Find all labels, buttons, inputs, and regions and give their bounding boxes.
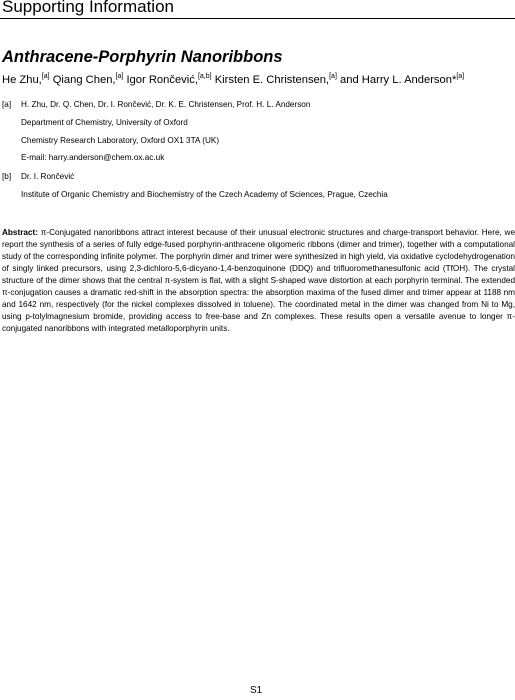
- author-name: Kirsten E. Christensen,: [214, 74, 330, 86]
- abstract-text: π-Conjugated nanoribbons attract interest because of their unusual electronic structures and charge-transport behavior. Here, we report the synthesis of a series of fully edge-fused porphyrin-anthracene oligomeric ribbons (dimer and trimer), together with a computational study of the corresponding infinite polymer. The porphyrin dimer and trimer were synthesized in high yield, via oxidative cyclodehydrogenation of singly linked precursors, using 2,3-dichloro-5,6-dicyano-1,4-benzoquinone (DDQ) and trifluoromethanesulfonic acid (TfOH). The crystal structure of the dimer shows that the central π-system is flat, with a slight S-shaped wave distortion at each porphyrin terminal. The extended π-conjugation causes a dramatic red-shift in the absorption spectra: the absorption maxima of the fused dimer and trimer appear at 1188 nm and 1642 nm, respectively (for the nickel complexes dissolved in toluene). The coordinated metal in the dimer was changed from Ni to Mg, using p-tolylmagnesium bromide, providing access to free-base and Zn complexes. These results open a versatile avenue to longer π-conjugated nanoribbons with integrated metalloporphyrin units.: [2, 228, 515, 333]
- affiliation-line: Institute of Organic Chemistry and Biochemistry of the Czech Academy of Sciences, Prague, Czechia: [21, 190, 388, 199]
- author-name: Qiang Chen,: [52, 74, 116, 86]
- author-name: He Zhu,: [2, 74, 42, 86]
- abstract: [2, 227, 515, 335]
- affiliation-tag: [a]: [2, 100, 12, 109]
- author-affiliation-mark: [a]: [329, 73, 337, 80]
- author-affiliation-mark: [a]: [456, 73, 465, 80]
- page-number: S1: [250, 685, 263, 696]
- author-affiliation-mark: [a]: [115, 73, 124, 80]
- header-title: Supporting Information: [2, 0, 174, 16]
- affiliation-email: E-mail: harry.anderson@chem.ox.ac.uk: [21, 153, 165, 162]
- abstract-label: Abstract:: [2, 228, 38, 237]
- affiliation-line: Department of Chemistry, University of Oxford: [21, 118, 188, 127]
- header-rule: [0, 18, 515, 19]
- author-name: and Harry L. Anderson*: [340, 74, 457, 86]
- affiliation-tag: [b]: [2, 172, 12, 181]
- author-name: Igor Rončević,: [126, 74, 198, 86]
- paper-title: Anthracene-Porphyrin Nanoribbons: [2, 48, 283, 66]
- affiliation-line: Dr. I. Rončević: [21, 172, 75, 181]
- affiliation-line: Chemistry Research Laboratory, Oxford OX1 3TA (UK): [21, 136, 220, 145]
- author-affiliation-mark: [a,b]: [197, 73, 212, 80]
- author-affiliation-mark: [a]: [41, 73, 50, 80]
- author-list: [2, 72, 464, 88]
- affiliation-line: H. Zhu, Dr. Q. Chen, Dr. I. Rončević, Dr. K. E. Christensen, Prof. H. L. Anderson: [21, 100, 311, 109]
